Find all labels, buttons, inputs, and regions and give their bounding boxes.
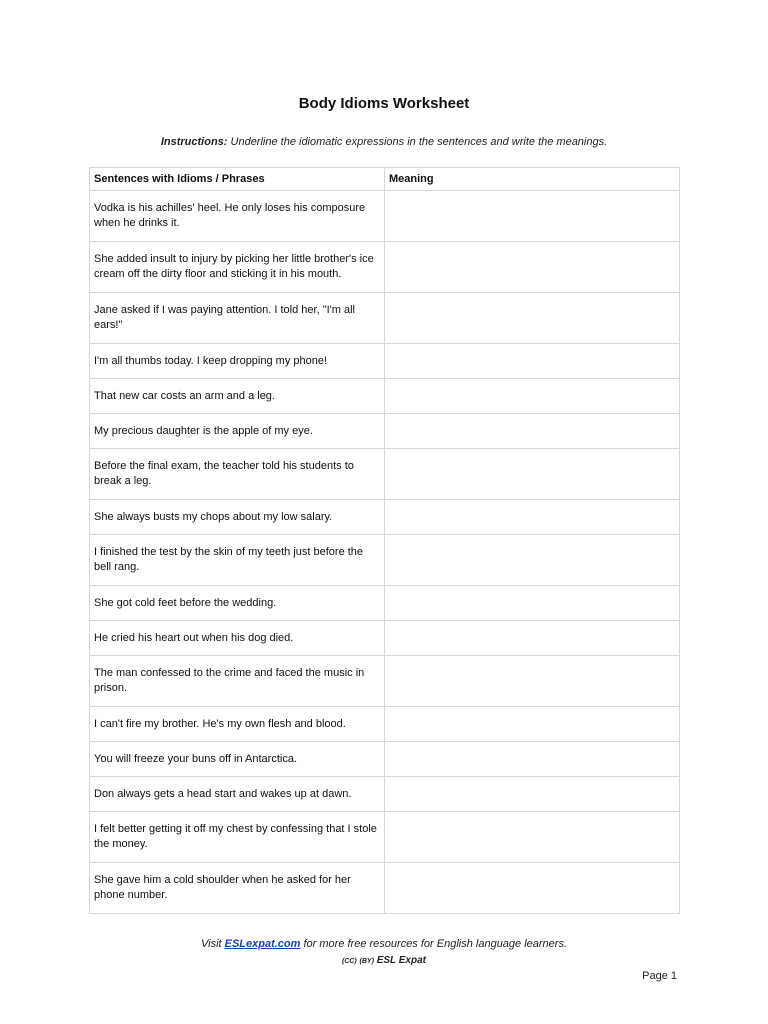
sentence-cell: The man confessed to the crime and faced the music in prison. <box>90 656 385 707</box>
sentence-cell: My precious daughter is the apple of my eye. <box>90 414 385 449</box>
table-row <box>90 742 680 777</box>
license-author: ESL Expat <box>376 955 426 966</box>
meaning-cell[interactable] <box>385 379 680 414</box>
meaning-cell[interactable] <box>385 777 680 812</box>
meaning-cell[interactable] <box>385 449 680 500</box>
sentence-cell: I felt better getting it off my chest by confessing that I stole the money. <box>90 812 385 863</box>
sentence-cell: She added insult to injury by picking her little brother's ice cream off the dirty floor and sticking it in his mouth. <box>90 242 385 293</box>
table-row <box>90 812 680 863</box>
sentence-cell: She always busts my chops about my low salary. <box>90 500 385 535</box>
table-row <box>90 449 680 500</box>
footer-suffix: for more free resources for English language learners. <box>300 938 568 950</box>
table-row <box>90 344 680 379</box>
meaning-cell[interactable] <box>385 242 680 293</box>
footer-prefix: Visit <box>200 938 225 950</box>
meaning-cell[interactable] <box>385 535 680 586</box>
sentence-cell: You will freeze your buns off in Antarctica. <box>90 742 385 777</box>
table-row <box>90 500 680 535</box>
sentence-cell: Before the final exam, the teacher told his students to break a leg. <box>90 449 385 500</box>
meaning-cell[interactable] <box>385 344 680 379</box>
table-row <box>90 586 680 621</box>
table-row <box>90 863 680 914</box>
page-number: Page 1 <box>642 970 677 982</box>
table-body <box>90 191 680 914</box>
footer <box>0 938 768 950</box>
table-row <box>90 242 680 293</box>
table-row <box>90 414 680 449</box>
sentence-cell: I'm all thumbs today. I keep dropping my phone! <box>90 344 385 379</box>
sentence-cell: She gave him a cold shoulder when he asked for her phone number. <box>90 863 385 914</box>
sentence-cell: That new car costs an arm and a leg. <box>90 379 385 414</box>
meaning-cell[interactable] <box>385 293 680 344</box>
meaning-cell[interactable] <box>385 863 680 914</box>
instructions <box>0 136 768 148</box>
sentence-cell: She got cold feet before the wedding. <box>90 586 385 621</box>
license-line <box>0 955 768 966</box>
table-row <box>90 191 680 242</box>
meaning-cell[interactable] <box>385 414 680 449</box>
by-mark: (BY) <box>359 958 374 965</box>
sentence-cell: I can't fire my brother. He's my own flesh and blood. <box>90 707 385 742</box>
cc-mark: (CC) <box>341 958 357 965</box>
meaning-cell[interactable] <box>385 500 680 535</box>
sentence-cell: Don always gets a head start and wakes up at dawn. <box>90 777 385 812</box>
table-row <box>90 707 680 742</box>
table-header-row <box>90 168 680 191</box>
table-row <box>90 535 680 586</box>
eslexpat-link[interactable]: ESLexpat.com <box>224 938 301 950</box>
sentence-cell: Jane asked if I was paying attention. I told her, "I'm all ears!" <box>90 293 385 344</box>
table-row <box>90 777 680 812</box>
sentence-cell: Vodka is his achilles' heel. He only loses his composure when he drinks it. <box>90 191 385 242</box>
worksheet-title: Body Idioms Worksheet <box>298 95 470 112</box>
table-row <box>90 293 680 344</box>
meaning-cell[interactable] <box>385 742 680 777</box>
meaning-cell[interactable] <box>385 191 680 242</box>
table-row <box>90 656 680 707</box>
meaning-cell[interactable] <box>385 812 680 863</box>
table-row <box>90 379 680 414</box>
sentence-cell: I finished the test by the skin of my teeth just before the bell rang. <box>90 535 385 586</box>
idioms-table <box>89 167 680 914</box>
column-header-meaning: Meaning <box>385 168 680 191</box>
column-header-sentences: Sentences with Idioms / Phrases <box>90 168 385 191</box>
meaning-cell[interactable] <box>385 586 680 621</box>
sentence-cell: He cried his heart out when his dog died. <box>90 621 385 656</box>
instructions-text: Underline the idiomatic expressions in the sentences and write the meanings. <box>227 136 608 148</box>
meaning-cell[interactable] <box>385 656 680 707</box>
instructions-label: Instructions: <box>160 136 228 148</box>
table-row <box>90 621 680 656</box>
meaning-cell[interactable] <box>385 707 680 742</box>
meaning-cell[interactable] <box>385 621 680 656</box>
